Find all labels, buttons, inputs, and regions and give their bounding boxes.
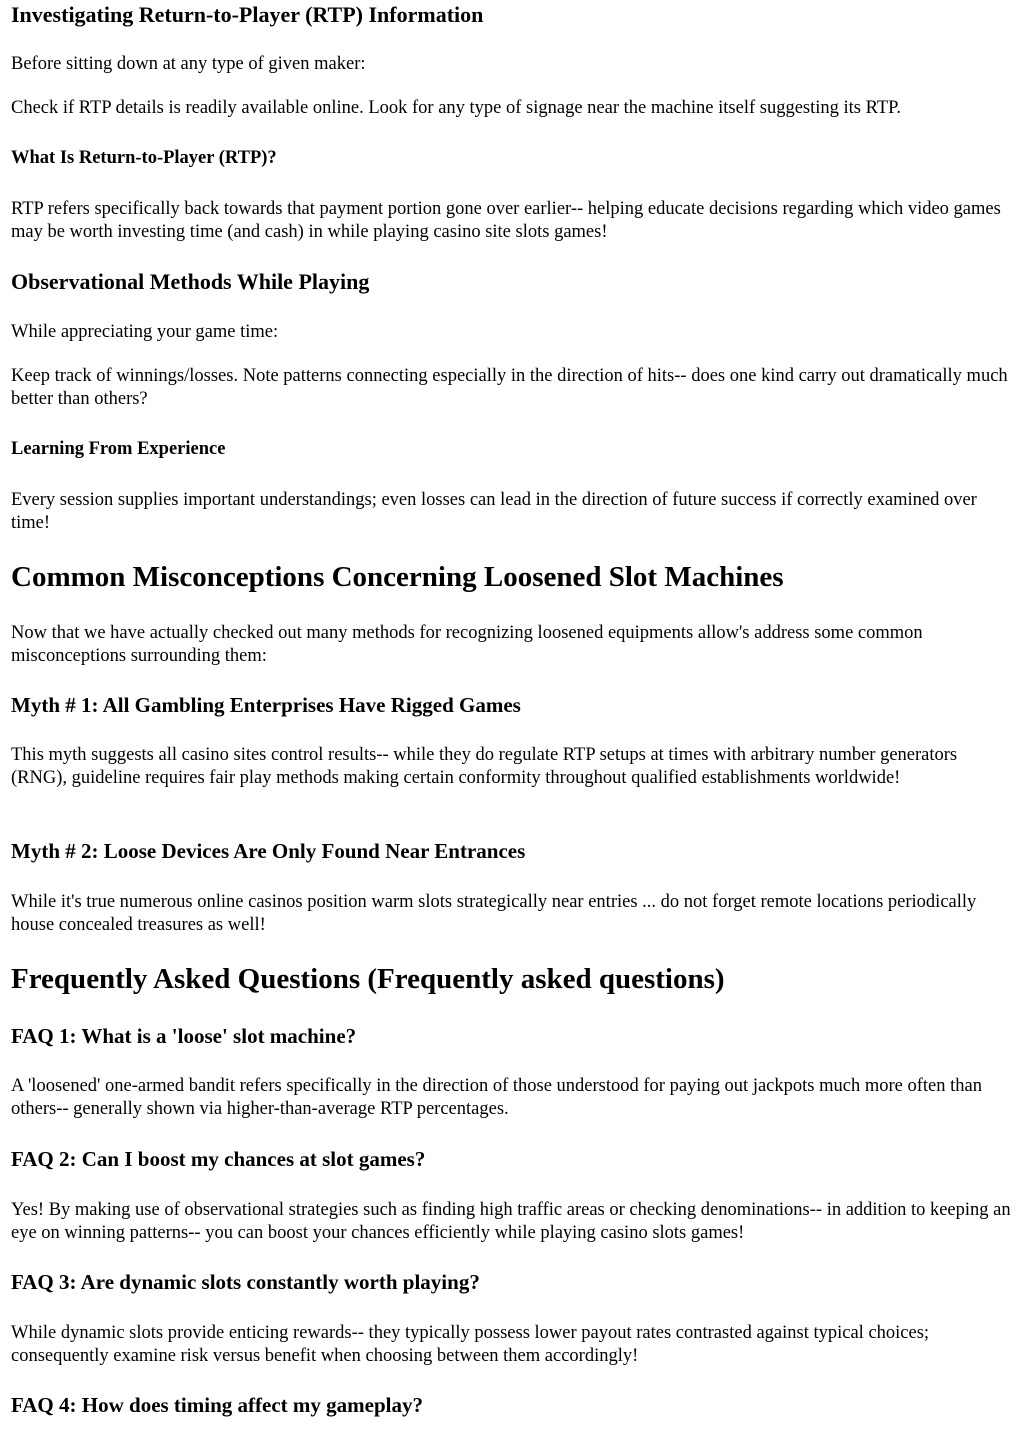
paragraph-observational-intro: While appreciating your game time: [11, 322, 279, 342]
section-heading-misconceptions: Common Misconceptions Concerning Loosened Slot Machines [11, 561, 784, 593]
paragraph-what-is-rtp: RTP refers specifically back towards that payment portion gone over earlier-- helping educate decisions regarding which video games may be worth investing time (and cash) in while playing casino site slots games! [11, 199, 1001, 242]
paragraph-myth-2: While it's true numerous online casinos position warm slots strategically near entries ... do not forget remote locations periodically house concealed treasures as well! [11, 892, 977, 935]
faq-1-answer: A 'loosened' one-armed bandit refers specifically in the direction of those understood for paying out jackpots much more often than others-- generally shown via higher-than-average RTP percentages. [11, 1076, 982, 1119]
subheading-what-is-rtp: What Is Return-to-Player (RTP)? [11, 148, 277, 168]
faq-4-question: FAQ 4: How does timing affect my gameplay? [11, 1393, 423, 1417]
section-heading-rtp-info: Investigating Return-to-Player (RTP) Information [11, 2, 484, 27]
paragraph-rtp-body: Check if RTP details is readily available online. Look for any type of signage near the machine itself suggesting its RTP. [11, 98, 902, 118]
faq-2-question: FAQ 2: Can I boost my chances at slot games? [11, 1147, 426, 1171]
paragraph-misconceptions-intro: Now that we have actually checked out many methods for recognizing loosened equipments allow's address some common misconceptions surrounding them: [11, 623, 923, 666]
paragraph-observational-body: Keep track of winnings/losses. Note patterns connecting especially in the direction of hits-- does one kind carry out dramatically much better than others? [11, 366, 1008, 409]
section-heading-observational: Observational Methods While Playing [11, 269, 370, 294]
faq-3-question: FAQ 3: Are dynamic slots constantly worth playing? [11, 1270, 480, 1294]
paragraph-myth-1: This myth suggests all casino sites control results-- while they do regulate RTP setups at times with arbitrary number generators (RNG), guideline requires fair play methods making certain conformity throughout qualified establishments worldwide! [11, 745, 958, 788]
faq-2-answer: Yes! By making use of observational strategies such as finding high traffic areas or checking denominations-- in addition to keeping an eye on winning patterns-- you can boost your chances efficiently while playing casino slots games! [11, 1200, 1011, 1243]
paragraph-rtp-intro: Before sitting down at any type of given maker: [11, 54, 366, 74]
faq-1-question: FAQ 1: What is a 'loose' slot machine? [11, 1024, 357, 1048]
paragraph-learning-body: Every session supplies important understandings; even losses can lead in the direction of future success if correctly examined over time! [11, 490, 977, 533]
section-heading-myth-2: Myth # 2: Loose Devices Are Only Found Near Entrances [11, 839, 526, 863]
faq-3-answer: While dynamic slots provide enticing rewards-- they typically possess lower payout rates contrasted against typical choices; consequently examine risk versus benefit when choosing between them accordingly! [11, 1323, 930, 1366]
subheading-learning: Learning From Experience [11, 439, 226, 459]
section-heading-faq: Frequently Asked Questions (Frequently asked questions) [11, 963, 725, 995]
section-heading-myth-1: Myth # 1: All Gambling Enterprises Have Rigged Games [11, 693, 521, 717]
